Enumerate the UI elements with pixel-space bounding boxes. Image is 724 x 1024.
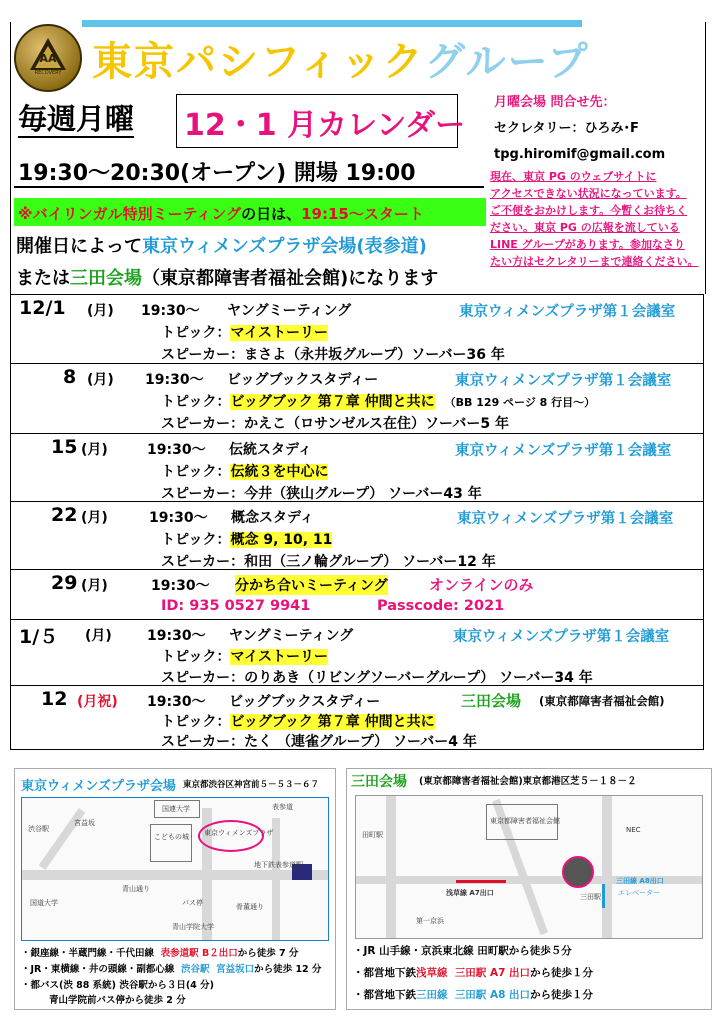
meeting-time: 19:30～20:30(オープン) 開場 19:00 bbox=[18, 161, 416, 186]
row-date: 12/1 bbox=[19, 297, 66, 319]
row-time: 19:30～ bbox=[145, 372, 204, 388]
contact-secretary: セクレタリー：ひろみ･F bbox=[494, 121, 639, 136]
schedule-table bbox=[10, 294, 704, 750]
map2-image: 田町駅 三田駅 浅草線 A7出口 三田線 A8出口 NEC 第一京浜 東京都障害者福祉会館 エレベーター bbox=[355, 795, 703, 939]
row-meeting: 分かち合いミーティング bbox=[235, 575, 388, 595]
row-date: 29 bbox=[51, 572, 78, 594]
row-time: 19:30～ bbox=[141, 303, 200, 319]
contact-email[interactable]: tpg.hiromif@gmail.com bbox=[494, 147, 666, 162]
map1-address: 東京都渋谷区神宮前５－５３－６７ bbox=[183, 780, 320, 790]
header-accent-bar bbox=[82, 20, 582, 27]
row-dow: (月祝) bbox=[77, 694, 118, 710]
schedule-row: 1/５ (月) 19:30～ ヤングミーティング 東京ウィメンズプラザ第１会議室 トピック：マイストーリー スピーカー：のりあき（リビングソーバーグループ） ソーバー34 年 bbox=[11, 619, 703, 686]
divider bbox=[14, 186, 484, 188]
venue-line-1: 開催日によって東京ウィメンズプラザ会場(表参道) bbox=[16, 236, 427, 257]
map2-access-3: ・都営地下鉄三田線 三田駅 A8 出口から徒歩１分 bbox=[353, 989, 594, 1001]
map1-image: 渋谷駅 宮益坂 国連大学 表参道 こどもの城 東京ウィメンズプラザ 青山通り 青山学院大学 骨董通り 地下鉄表参道駅 国道大学 バス停 bbox=[21, 797, 329, 941]
aa-logo-icon bbox=[14, 24, 82, 92]
schedule-row: 8 (月) 19:30～ ビッグブックスタディー 東京ウィメンズプラザ第１会議室 トピック：ビッグブック 第７章 仲間と共に （BB 129 ページ 8 行目～） スピーカー：かえこ（ロサンゼルス在住）ソーバー5 年 bbox=[11, 363, 703, 434]
online-passcode: Passcode: 2021 bbox=[377, 598, 505, 614]
row-venue: オンラインのみ bbox=[429, 576, 534, 594]
row-venue: 東京ウィメンズプラザ第１会議室 bbox=[455, 443, 672, 459]
map1-access-4: 青山学院前バス停から徒歩 2 分 bbox=[49, 995, 186, 1006]
row-speaker: たく （連雀グループ） ソーバー4 年 bbox=[244, 734, 477, 750]
row-meeting: ヤングミーティング bbox=[229, 628, 354, 644]
map1-access-1: ・銀座線・半蔵門線・千代田線 表参道駅 B２出口から徒歩 7 分 bbox=[21, 948, 299, 959]
row-speaker: まさよ（永井坂グループ）ソーバー36 年 bbox=[244, 347, 505, 363]
row-date: 15 bbox=[51, 436, 78, 458]
map-mita bbox=[346, 768, 712, 1010]
row-date: 1/５ bbox=[19, 626, 59, 648]
row-venue: 東京ウィメンズプラザ第１会議室 bbox=[455, 373, 672, 389]
row-dow: (月) bbox=[85, 628, 112, 644]
row-dow: (月) bbox=[81, 578, 108, 594]
row-topic: 概念 9, 10, 11 bbox=[230, 532, 333, 548]
row-topic: マイストーリー bbox=[230, 325, 329, 341]
row-topic: ビッグブック 第７章 仲間と共に bbox=[230, 714, 435, 730]
schedule-row bbox=[11, 569, 703, 620]
website-notice: 現在、東京 PG のウェブサイトに アクセスできない状況になっています。 ご不便をおかけします。今暫くお待ちく ださい。東京 PG の広報を流している LINE グループがあります。参加なさり たい方はセクレタリーまで連絡ください。 bbox=[490, 170, 699, 268]
row-dow: (月) bbox=[87, 372, 114, 388]
row-speaker: かえこ（ロサンゼルス在住）ソーバー5 年 bbox=[244, 416, 509, 432]
row-dow: (月) bbox=[81, 442, 108, 458]
row-time: 19:30～ bbox=[147, 694, 206, 710]
contact-label: 月曜会場 問合せ先： bbox=[494, 95, 616, 110]
row-date: 8 bbox=[63, 366, 77, 388]
map1-access-3: ・都バス(渋 88 系統) 渋谷駅から３日(4 分) bbox=[21, 980, 214, 991]
online-id: ID: 935 0527 9941 bbox=[161, 598, 311, 614]
logo-subtext: RECOVERY bbox=[34, 70, 62, 76]
row-meeting: 概念スタディ bbox=[231, 510, 314, 526]
row-speaker: 今井（狭山グループ） ソーバー43 年 bbox=[244, 486, 482, 502]
schedule-row: 22 (月) 19:30～ 概念スタディ 東京ウィメンズプラザ第１会議室 トピック：概念 9, 10, 11 スピーカー：和田（三ノ輪グループ） ソーバー12 年 bbox=[11, 501, 703, 570]
map2-address: (東京都障害者福祉会館)東京都港区芝５－１８－２ bbox=[419, 776, 637, 787]
row-speaker: 和田（三ノ輪グループ） ソーバー12 年 bbox=[244, 554, 496, 570]
row-venue: 東京ウィメンズプラザ第１会議室 bbox=[457, 511, 674, 527]
contact-block bbox=[494, 90, 665, 168]
row-time: 19:30～ bbox=[147, 628, 206, 644]
row-meeting: ビッグブックスタディー bbox=[229, 694, 381, 710]
page-title: 東京パシフィックグループ bbox=[92, 39, 590, 85]
calendar-title: 12・1 月カレンダー bbox=[184, 108, 466, 143]
bilingual-note: ※バイリンガル特別ミーティングの日は、19:15～スタート bbox=[18, 205, 424, 223]
row-meeting: ヤングミーティング bbox=[227, 303, 352, 319]
row-venue: 東京ウィメンズプラザ第１会議室 bbox=[459, 304, 676, 320]
row-dow: (月) bbox=[87, 303, 114, 319]
row-topic-note: （BB 129 ページ 8 行目～） bbox=[444, 396, 596, 409]
row-date: 22 bbox=[51, 504, 78, 526]
row-venue: 三田会場 bbox=[461, 692, 522, 710]
row-topic: ビッグブック 第７章 仲間と共に bbox=[230, 394, 435, 410]
row-meeting: ビッグブックスタディー bbox=[227, 372, 379, 388]
map1-access-2: ・JR・東横線・井の頭線・副都心線 渋谷駅 宮益坂口から徒歩 12 分 bbox=[21, 964, 322, 975]
schedule-row: 15 (月) 19:30～ 伝統スタディ 東京ウィメンズプラザ第１会議室 トピック：伝統３を中心に スピーカー：今井（狭山グループ） ソーバー43 年 bbox=[11, 433, 703, 502]
row-meeting: 伝統スタディ bbox=[229, 442, 312, 458]
weekly-heading: 毎週月曜 bbox=[18, 102, 135, 136]
map1-title: 東京ウィメンズプラザ会場 bbox=[21, 779, 176, 794]
venue-line-2: または三田会場（東京都障害者福祉会館)になります bbox=[16, 268, 439, 289]
row-date: 12 bbox=[41, 688, 68, 710]
row-time: 19:30～ bbox=[151, 578, 210, 594]
row-time: 19:30～ bbox=[149, 510, 208, 526]
row-speaker: のりあき（リビングソーバーグループ） ソーバー34 年 bbox=[244, 670, 593, 686]
row-dow: (月) bbox=[81, 510, 108, 526]
row-venue-sub: (東京都障害者福祉会館) bbox=[539, 694, 665, 708]
row-time: 19:30～ bbox=[147, 442, 206, 458]
row-venue: 東京ウィメンズプラザ第１会議室 bbox=[453, 629, 670, 645]
logo-text: AA bbox=[39, 52, 57, 65]
map-womens-plaza bbox=[14, 768, 336, 1010]
map2-title: 三田会場 bbox=[351, 774, 407, 790]
schedule-row: 12/1 (月) 19:30～ ヤングミーティング 東京ウィメンズプラザ第１会議室 トピック：マイストーリー スピーカー：まさよ（永井坂グループ）ソーバー36 年 bbox=[19, 297, 676, 363]
map2-access-1: ・JR 山手線・京浜東北線 田町駅から徒歩５分 bbox=[353, 945, 572, 957]
schedule-row: 12 (月祝) 19:30～ ビッグブックスタディー 三田会場 (東京都障害者福祉会館) トピック：ビッグブック 第７章 仲間と共に スピーカー：たく （連雀グループ） ソーバー4 年 bbox=[11, 685, 703, 750]
row-topic: 伝統３を中心に bbox=[230, 464, 329, 480]
map2-access-2: ・都営地下鉄浅草線 三田駅 A7 出口から徒歩１分 bbox=[353, 967, 594, 979]
row-topic: マイストーリー bbox=[230, 649, 329, 665]
